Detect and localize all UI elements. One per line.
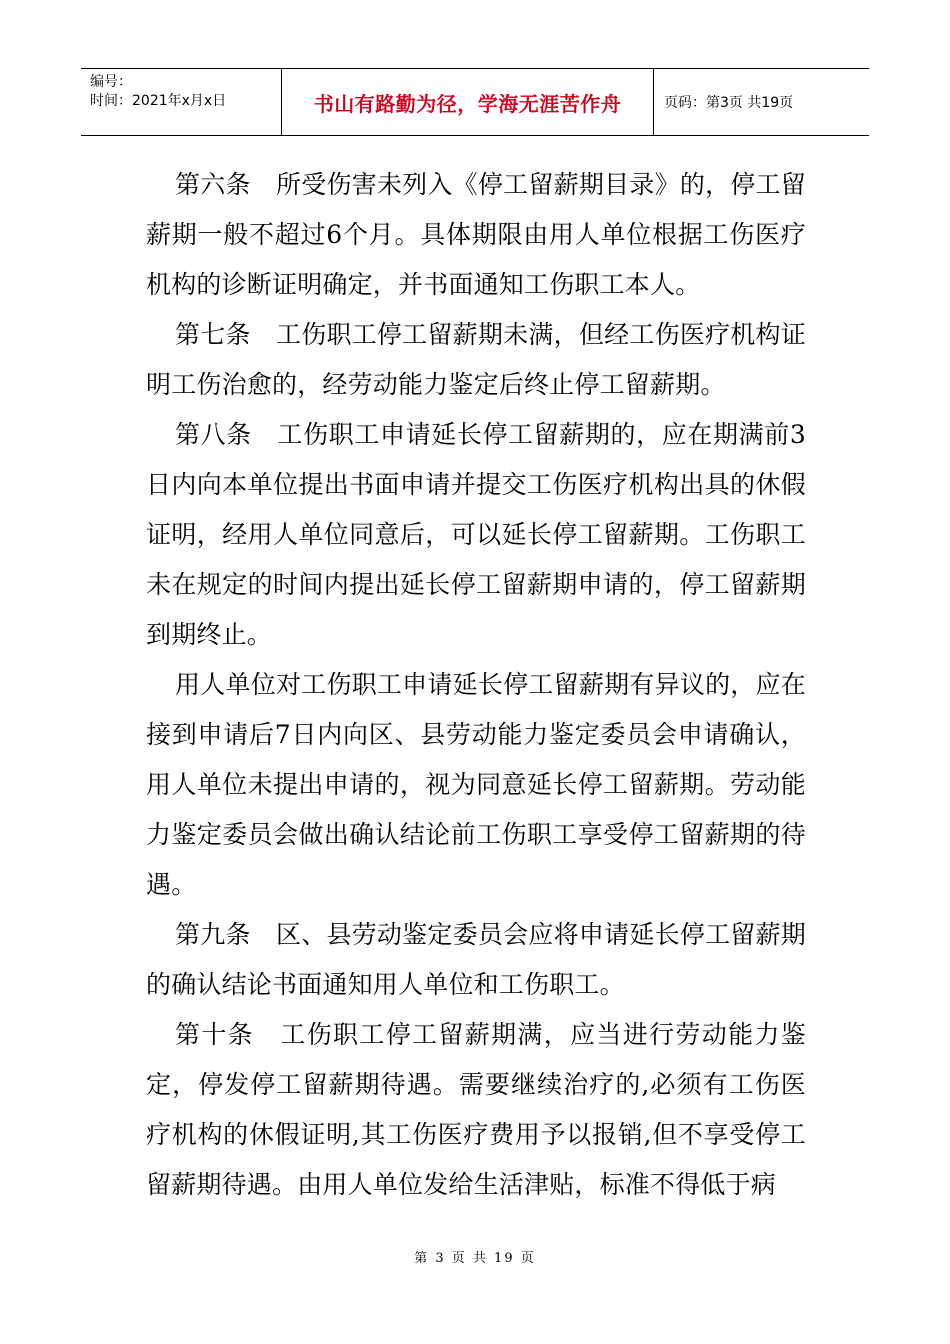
article-10-paragraph: 第十条 工伤职工停工留薪期满，应当进行劳动能力鉴定，停发停工留薪期待遇。需要继续治疗的,必须有工伤医疗机构的休假证明,其工伤医疗费用予以报销,但不享受停工留薪期待遇。由用人单位发给生活津贴，标准不得低于病 [146,1020,806,1199]
header-motto-cell [282,69,654,135]
header-page-info-cell [654,69,869,135]
document-body [146,160,806,1210]
header-page-info: 页码：第3页 共19页 [664,95,794,111]
article-8-continuation-paragraph: 用人单位对工伤职工申请延长停工留薪期有异议的，应在接到申请后7日内向区、县劳动能力鉴定委员会申请确认，用人单位未提出申请的，视为同意延长停工留薪期。劳动能力鉴定委员会做出确认结论前工伤职工享受停工留薪期的待遇。 [146,670,806,899]
article-6-paragraph: 第六条 所受伤害未列入《停工留薪期目录》的，停工留薪期一般不超过6个月。具体期限由用人单位根据工伤医疗机构的诊断证明确定，并书面通知工伤职工本人。 [146,170,806,299]
document-date: 时间：2021年x月x日 [90,93,227,109]
header-meta [81,69,282,135]
document-number-label: 编号： [90,74,132,90]
article-8-paragraph: 第八条 工伤职工申请延长停工留薪期的，应在期满前3日内向本单位提出书面申请并提交工伤医疗机构出具的休假证明，经用人单位同意后，可以延长停工留薪期。工伤职工未在规定的时间内提出延长停工留薪期申请的，停工留薪期到期终止。 [146,420,806,649]
article-9-paragraph: 第九条 区、县劳动鉴定委员会应将申请延长停工留薪期的确认结论书面通知用人单位和工伤职工。 [146,920,806,999]
page-footer [0,1247,950,1266]
header-motto: 书山有路勤为径，学海无涯苦作舟 [313,91,622,116]
page-header [81,68,869,136]
article-7-paragraph: 第七条 工伤职工停工留薪期未满，但经工伤医疗机构证明工伤治愈的，经劳动能力鉴定后终止停工留薪期。 [146,320,806,399]
footer-page-number: 第 3 页 共 19 页 [414,1251,536,1266]
